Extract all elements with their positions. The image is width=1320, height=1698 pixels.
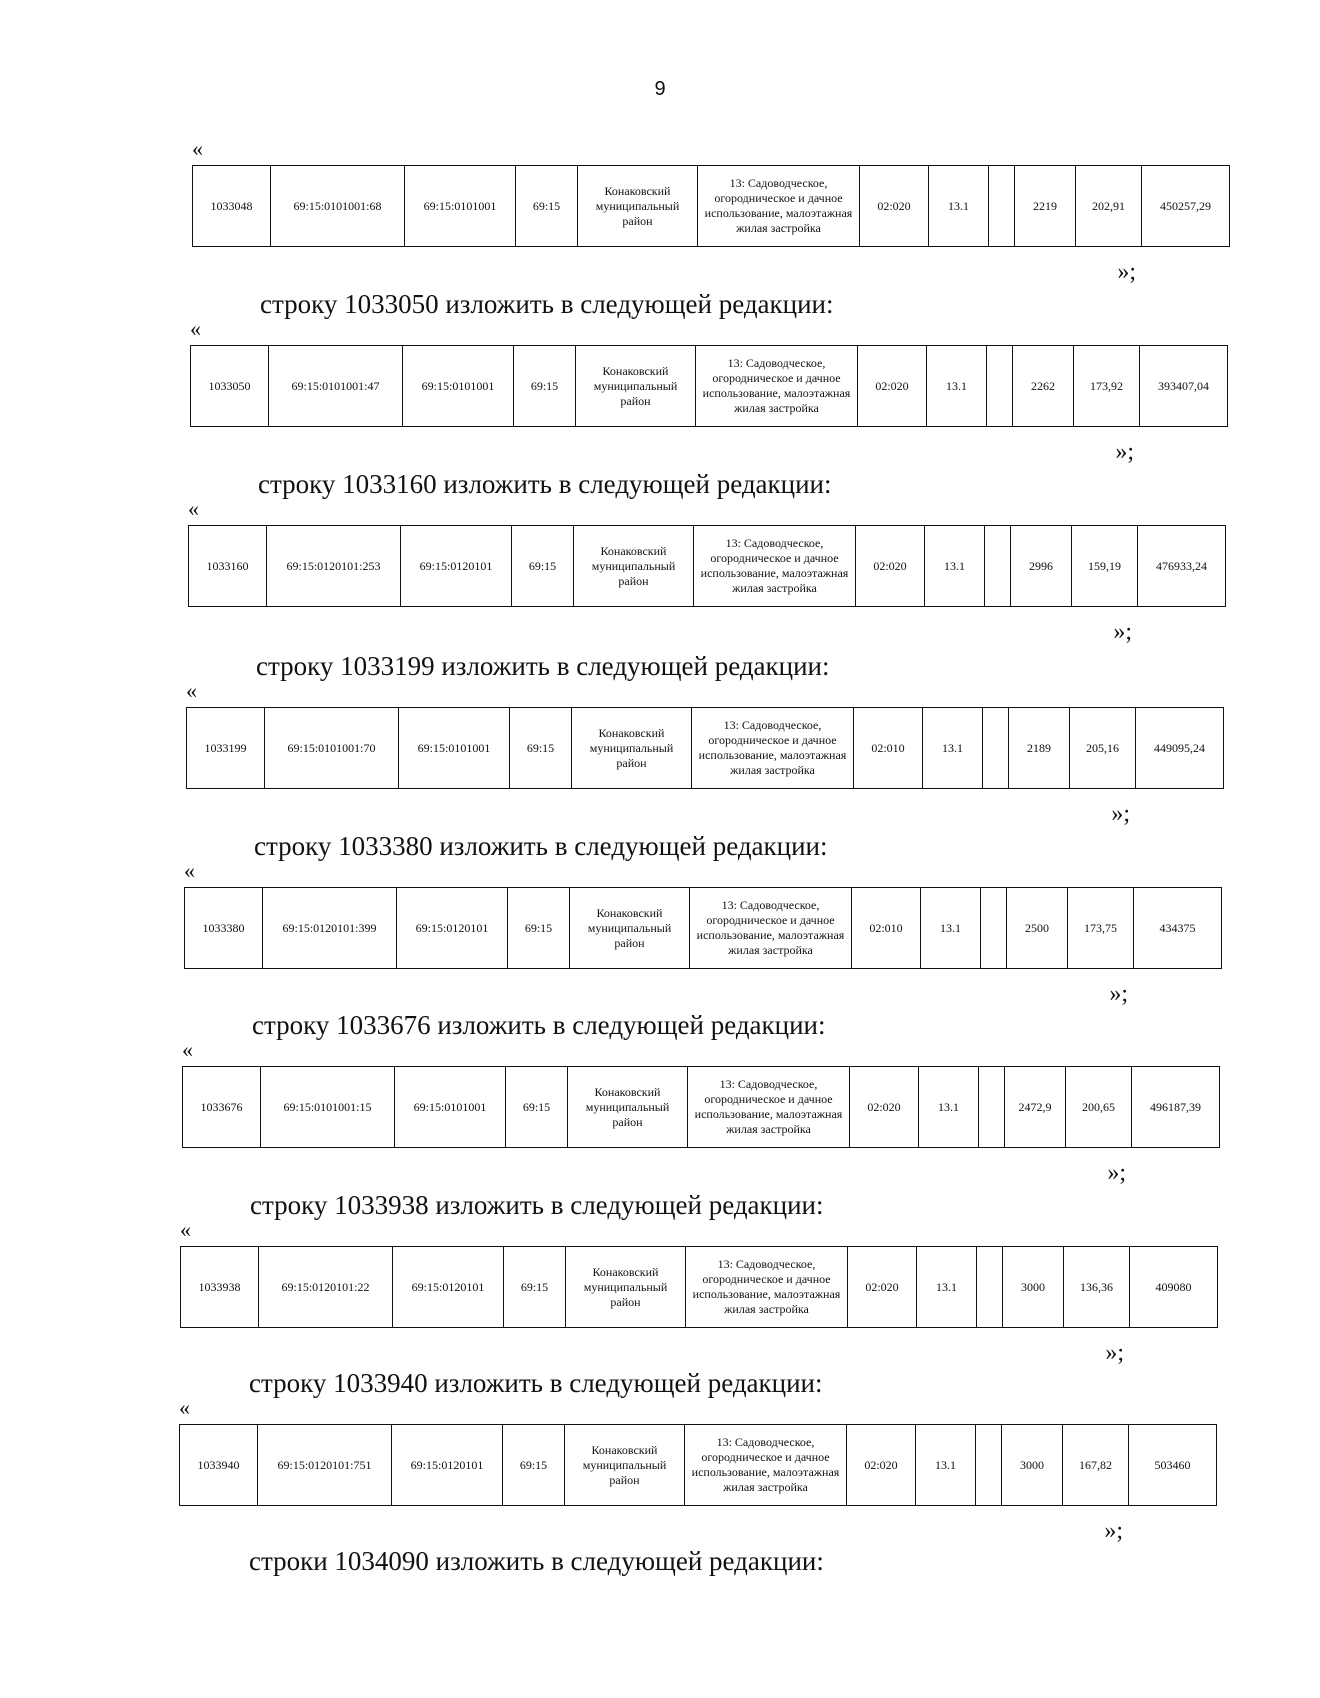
cadastral-number-cell: 69:15:0120101:399 <box>263 888 397 969</box>
specific-value-cell: 205,16 <box>1070 708 1136 789</box>
registry-row-table <box>192 165 1230 247</box>
municipality-cell: Конаковский муниципальный район <box>566 1247 686 1328</box>
land-use-type-cell: 13: Садоводческое, огородническое и дачное использование, малоэтажная жилая застройка <box>698 166 860 247</box>
cadastral-value-cell: 449095,24 <box>1136 708 1224 789</box>
land-use-type-cell: 13: Садоводческое, огородническое и дачное использование, малоэтажная жилая застройка <box>686 1247 848 1328</box>
registry-row-table <box>188 525 1226 607</box>
land-use-type-cell: 13: Садоводческое, огородническое и дачное использование, малоэтажная жилая застройка <box>696 346 858 427</box>
closing-quote: »; <box>1104 1518 1123 1544</box>
cadastral-number-cell: 69:15:0120101:751 <box>258 1425 392 1506</box>
row-id-cell: 1033938 <box>181 1247 259 1328</box>
blank-cell <box>983 708 1009 789</box>
opening-quote: « <box>190 316 201 341</box>
amendment-block <box>192 136 1211 285</box>
row-id-cell: 1033048 <box>193 166 271 247</box>
code-cell: 02:020 <box>856 526 925 607</box>
specific-value-cell: 159,19 <box>1072 526 1138 607</box>
specific-value-cell: 200,65 <box>1066 1067 1132 1148</box>
opening-quote: « <box>192 136 203 161</box>
cadastral-quarter-cell: 69:15:0101001 <box>403 346 514 427</box>
amendment-block <box>179 1368 1191 1544</box>
amendment-heading: строку 1033940 изложить в следующей редакции: <box>249 1368 823 1398</box>
specific-value-cell: 136,36 <box>1064 1247 1130 1328</box>
land-use-type-cell: 13: Садоводческое, огородническое и дачное использование, малоэтажная жилая застройка <box>690 888 852 969</box>
code-cell: 02:020 <box>847 1425 916 1506</box>
blank-cell <box>976 1425 1002 1506</box>
cadastral-district-cell: 69:15 <box>508 888 570 969</box>
blank-cell <box>987 346 1013 427</box>
opening-quote: « <box>182 1037 193 1062</box>
cadastral-number-cell: 69:15:0120101:22 <box>259 1247 393 1328</box>
trailing-heading: строки 1034090 изложить в следующей редакции: <box>249 1546 824 1576</box>
registry-row-table <box>186 707 1224 789</box>
opening-quote: « <box>180 1217 191 1242</box>
opening-quote: « <box>184 858 195 883</box>
cadastral-quarter-cell: 69:15:0101001 <box>405 166 516 247</box>
cadastral-number-cell: 69:15:0101001:68 <box>271 166 405 247</box>
cadastral-number-cell: 69:15:0120101:253 <box>267 526 401 607</box>
area-cell: 2189 <box>1009 708 1070 789</box>
cadastral-quarter-cell: 69:15:0101001 <box>395 1067 506 1148</box>
opening-quote: « <box>188 496 199 521</box>
cadastral-value-cell: 393407,04 <box>1140 346 1228 427</box>
specific-value-cell: 173,75 <box>1068 888 1134 969</box>
table-row <box>189 526 1226 607</box>
group-cell: 13.1 <box>923 708 983 789</box>
amendment-heading: строку 1033199 изложить в следующей редакции: <box>256 651 830 681</box>
group-cell: 13.1 <box>917 1247 977 1328</box>
row-id-cell: 1033676 <box>183 1067 261 1148</box>
table-row <box>180 1425 1217 1506</box>
cadastral-district-cell: 69:15 <box>510 708 572 789</box>
closing-quote: »; <box>1113 619 1132 645</box>
cadastral-value-cell: 476933,24 <box>1138 526 1226 607</box>
registry-row-table <box>184 887 1222 969</box>
table-row <box>183 1067 1220 1148</box>
cadastral-quarter-cell: 69:15:0120101 <box>393 1247 504 1328</box>
land-use-type-cell: 13: Садоводческое, огородническое и дачное использование, малоэтажная жилая застройка <box>694 526 856 607</box>
group-cell: 13.1 <box>927 346 987 427</box>
cadastral-district-cell: 69:15 <box>503 1425 565 1506</box>
municipality-cell: Конаковский муниципальный район <box>576 346 696 427</box>
registry-row-table <box>179 1424 1217 1506</box>
specific-value-cell: 202,91 <box>1076 166 1142 247</box>
municipality-cell: Конаковский муниципальный район <box>568 1067 688 1148</box>
opening-quote: « <box>186 678 197 703</box>
closing-quote: »; <box>1109 981 1128 1007</box>
closing-quote: »; <box>1115 439 1134 465</box>
closing-quote: »; <box>1111 801 1130 827</box>
amendment-block <box>188 469 1207 645</box>
blank-cell <box>985 526 1011 607</box>
cadastral-number-cell: 69:15:0101001:47 <box>269 346 403 427</box>
closing-quote: »; <box>1117 259 1136 285</box>
cadastral-number-cell: 69:15:0101001:15 <box>261 1067 395 1148</box>
table-row <box>181 1247 1218 1328</box>
table-row <box>193 166 1230 247</box>
blank-cell <box>979 1067 1005 1148</box>
land-use-type-cell: 13: Садоводческое, огородническое и дачное использование, малоэтажная жилая застройка <box>692 708 854 789</box>
cadastral-district-cell: 69:15 <box>504 1247 566 1328</box>
area-cell: 3000 <box>1002 1425 1063 1506</box>
amendment-block <box>182 1010 1201 1186</box>
cadastral-number-cell: 69:15:0101001:70 <box>265 708 399 789</box>
cadastral-quarter-cell: 69:15:0120101 <box>392 1425 503 1506</box>
table-row <box>191 346 1228 427</box>
table-row <box>185 888 1222 969</box>
area-cell: 2472,9 <box>1005 1067 1066 1148</box>
area-cell: 2219 <box>1015 166 1076 247</box>
cadastral-district-cell: 69:15 <box>516 166 578 247</box>
land-use-type-cell: 13: Садоводческое, огородническое и дачное использование, малоэтажная жилая застройка <box>685 1425 847 1506</box>
closing-quote: »; <box>1107 1160 1126 1186</box>
row-id-cell: 1033160 <box>189 526 267 607</box>
code-cell: 02:020 <box>860 166 929 247</box>
area-cell: 2996 <box>1011 526 1072 607</box>
cadastral-quarter-cell: 69:15:0101001 <box>399 708 510 789</box>
specific-value-cell: 173,92 <box>1074 346 1140 427</box>
amendment-heading: строку 1033050 изложить в следующей редакции: <box>260 289 834 319</box>
group-cell: 13.1 <box>916 1425 976 1506</box>
amendment-heading: строку 1033160 изложить в следующей редакции: <box>258 469 832 499</box>
blank-cell <box>977 1247 1003 1328</box>
specific-value-cell: 167,82 <box>1063 1425 1129 1506</box>
cadastral-quarter-cell: 69:15:0120101 <box>401 526 512 607</box>
registry-row-table <box>182 1066 1220 1148</box>
land-use-type-cell: 13: Садоводческое, огородническое и дачное использование, малоэтажная жилая застройка <box>688 1067 850 1148</box>
area-cell: 2500 <box>1007 888 1068 969</box>
group-cell: 13.1 <box>929 166 989 247</box>
row-id-cell: 1033940 <box>180 1425 258 1506</box>
area-cell: 3000 <box>1003 1247 1064 1328</box>
cadastral-value-cell: 409080 <box>1130 1247 1218 1328</box>
group-cell: 13.1 <box>925 526 985 607</box>
cadastral-quarter-cell: 69:15:0120101 <box>397 888 508 969</box>
registry-row-table <box>180 1246 1218 1328</box>
amendment-block <box>184 831 1196 1007</box>
municipality-cell: Конаковский муниципальный район <box>578 166 698 247</box>
code-cell: 02:020 <box>850 1067 919 1148</box>
municipality-cell: Конаковский муниципальный район <box>565 1425 685 1506</box>
opening-quote: « <box>179 1395 190 1420</box>
table-row <box>187 708 1224 789</box>
page-number: 9 <box>654 78 666 100</box>
row-id-cell: 1033380 <box>185 888 263 969</box>
cadastral-district-cell: 69:15 <box>512 526 574 607</box>
code-cell: 02:020 <box>848 1247 917 1328</box>
amendment-block <box>186 651 1205 827</box>
municipality-cell: Конаковский муниципальный район <box>570 888 690 969</box>
code-cell: 02:020 <box>858 346 927 427</box>
closing-quote: »; <box>1105 1340 1124 1366</box>
cadastral-value-cell: 496187,39 <box>1132 1067 1220 1148</box>
group-cell: 13.1 <box>919 1067 979 1148</box>
row-id-cell: 1033199 <box>187 708 265 789</box>
cadastral-value-cell: 450257,29 <box>1142 166 1230 247</box>
code-cell: 02:010 <box>854 708 923 789</box>
municipality-cell: Конаковский муниципальный район <box>574 526 694 607</box>
amendment-heading: строку 1033938 изложить в следующей редакции: <box>250 1190 824 1220</box>
cadastral-district-cell: 69:15 <box>514 346 576 427</box>
cadastral-district-cell: 69:15 <box>506 1067 568 1148</box>
cadastral-value-cell: 434375 <box>1134 888 1222 969</box>
cadastral-value-cell: 503460 <box>1129 1425 1217 1506</box>
amendment-block <box>190 289 1209 465</box>
group-cell: 13.1 <box>921 888 981 969</box>
registry-row-table <box>190 345 1228 427</box>
amendment-heading: строку 1033380 изложить в следующей редакции: <box>254 831 828 861</box>
amendment-block <box>180 1190 1192 1366</box>
municipality-cell: Конаковский муниципальный район <box>572 708 692 789</box>
blank-cell <box>981 888 1007 969</box>
amendment-heading: строку 1033676 изложить в следующей редакции: <box>252 1010 826 1040</box>
code-cell: 02:010 <box>852 888 921 969</box>
area-cell: 2262 <box>1013 346 1074 427</box>
row-id-cell: 1033050 <box>191 346 269 427</box>
blank-cell <box>989 166 1015 247</box>
